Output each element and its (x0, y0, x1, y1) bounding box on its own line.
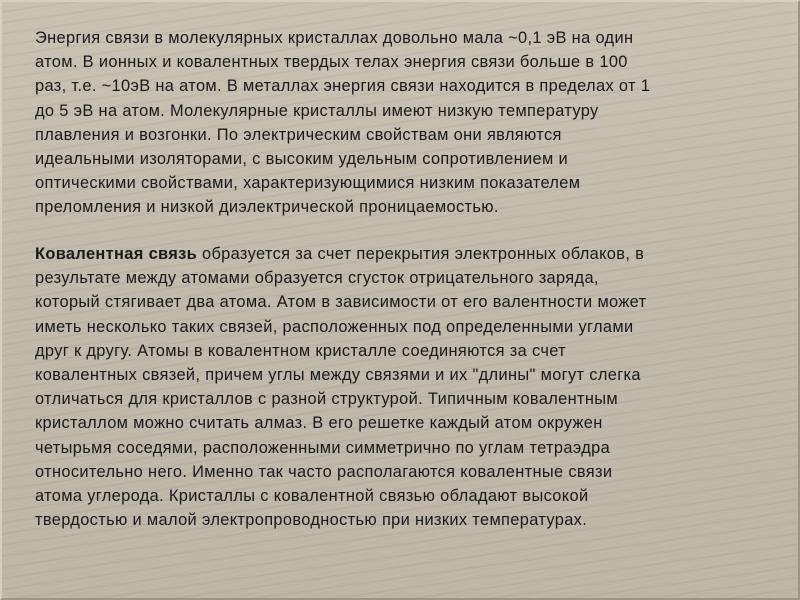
text-line-continuation: образуется за счет перекрытия электронных облаков, в (197, 245, 645, 263)
text-line: Энергия связи в молекулярных кристаллах довольно мала ~0,1 эВ на один (35, 29, 634, 47)
text-line: идеальными изоляторами, с высоким удельным сопротивлением и (35, 150, 569, 169)
text-line: друг к другу. Атомы в ковалентном кристалле соединяются за счет (35, 341, 567, 360)
text-line: кристаллом можно считать алмаз. В его решетке каждый атом окружен (35, 414, 603, 433)
paragraph-binding-energy (35, 26, 761, 220)
text-line: который стягивает два атома. Атом в зависимости от его валентности может (35, 293, 647, 312)
text-line: атом. В ионных и ковалентных твердых телах энергия связи больше в 100 (35, 53, 628, 72)
text-line: преломления и низкой диэлектрической проницаемостью. (35, 198, 499, 217)
text-line-first (35, 242, 761, 266)
text-line: отличаться для кристаллов с разной структурой. Типичным ковалентным (35, 390, 619, 409)
covalent-bond-term: Ковалентная связь (35, 245, 198, 263)
text-line: до 5 эВ на атом. Молекулярные кристаллы имеют низкую температуру (35, 101, 599, 120)
text-line: атома углерода. Кристаллы с ковалентной связью обладают высокой (35, 487, 589, 506)
text-line: относительно него. Именно так часто располагаются ковалентные связи (35, 462, 613, 481)
text-line: раз, т.е. ~10эВ на атом. В металлах энергия связи находится в пределах от 1 (35, 77, 651, 96)
text-line: иметь несколько таких связей, расположенных под определенными углами (35, 317, 634, 336)
text-line: твердостью и малой электропроводностью при низких температурах. (35, 511, 588, 530)
text-line: плавления и возгонки. По электрическим свойствам они являются (35, 125, 562, 144)
paragraph-covalent-bond (35, 242, 761, 532)
text-line: результате между атомами образуется сгусток отрицательного заряда, (35, 269, 599, 288)
text-line: оптическими свойствами, характеризующимися низким показателем (35, 174, 581, 193)
text-line: ковалентных связей, причем углы между связями и их "длины" могут слегка (35, 366, 641, 385)
text-line: четырьмя соседями, расположенными симметрично по углам тетраэдра (35, 438, 611, 457)
